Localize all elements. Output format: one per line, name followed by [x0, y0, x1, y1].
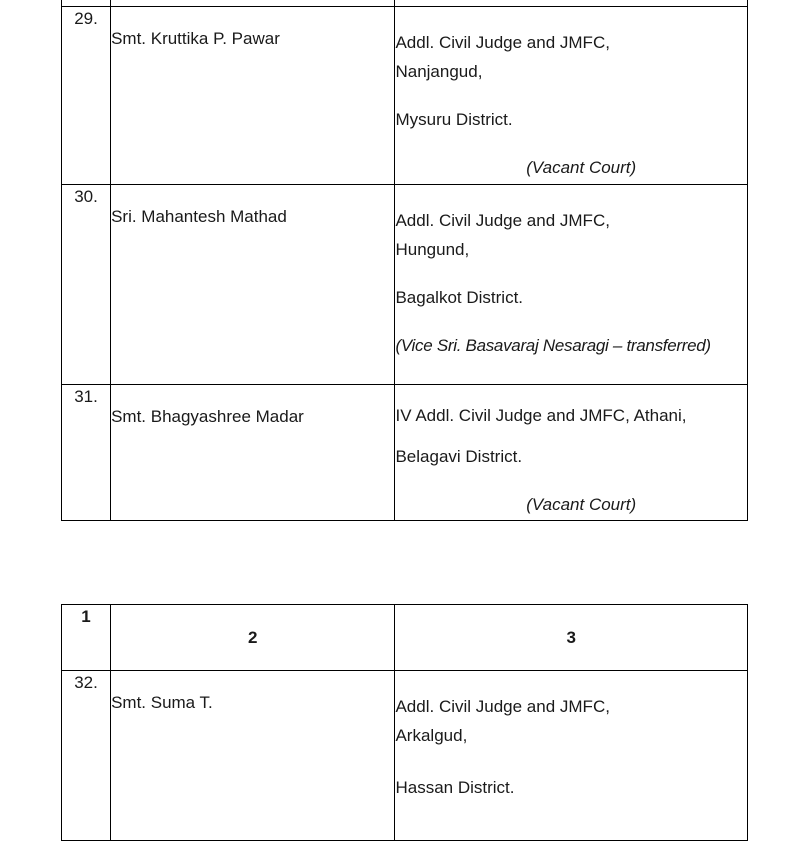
posting-place: Nanjangud, [395, 62, 483, 81]
serial-number: 30. [62, 185, 111, 385]
officer-name: Smt. Kruttika P. Pawar [111, 7, 395, 185]
posting-district: Mysuru District. [395, 110, 513, 129]
officer-name: Smt. Bhagyashree Madar [111, 385, 395, 521]
posting-details [395, 671, 748, 841]
table-row [62, 671, 748, 841]
posting-place: Arkalgud, [395, 726, 468, 745]
posting-title: IV Addl. Civil Judge and JMFC, Athani, [395, 406, 687, 425]
posting-details [395, 185, 748, 385]
posting-details [395, 7, 748, 185]
column-header-3: 3 [395, 605, 748, 671]
posting-details [395, 385, 748, 521]
officer-name: Sri. Mahantesh Mathad [111, 185, 395, 385]
serial-number: 29. [62, 7, 111, 185]
posting-title: Addl. Civil Judge and JMFC, [395, 211, 610, 230]
postings-table-1 [61, 0, 748, 521]
header-row [62, 605, 748, 671]
posting-district: Bagalkot District. [395, 288, 524, 307]
column-header-1: 1 [62, 605, 111, 671]
posting-district: Belagavi District. [395, 447, 523, 466]
posting-remark: (Vacant Court) [526, 495, 637, 514]
posting-remark: (Vacant Court) [526, 158, 637, 177]
posting-title: Addl. Civil Judge and JMFC, [395, 33, 610, 52]
column-header-2: 2 [111, 605, 395, 671]
officer-name: Smt. Suma T. [111, 671, 395, 841]
posting-title: Addl. Civil Judge and JMFC, [395, 697, 610, 716]
serial-number: 32. [62, 671, 111, 841]
posting-district: Hassan District. [395, 778, 515, 797]
table-row [62, 385, 748, 521]
table-row [62, 185, 748, 385]
postings-table-2 [61, 604, 748, 841]
posting-remark: (Vice Sri. Basavaraj Nesaragi – transferred) [395, 336, 711, 355]
posting-place: Hungund, [395, 240, 470, 259]
serial-number: 31. [62, 385, 111, 521]
table-row [62, 7, 748, 185]
